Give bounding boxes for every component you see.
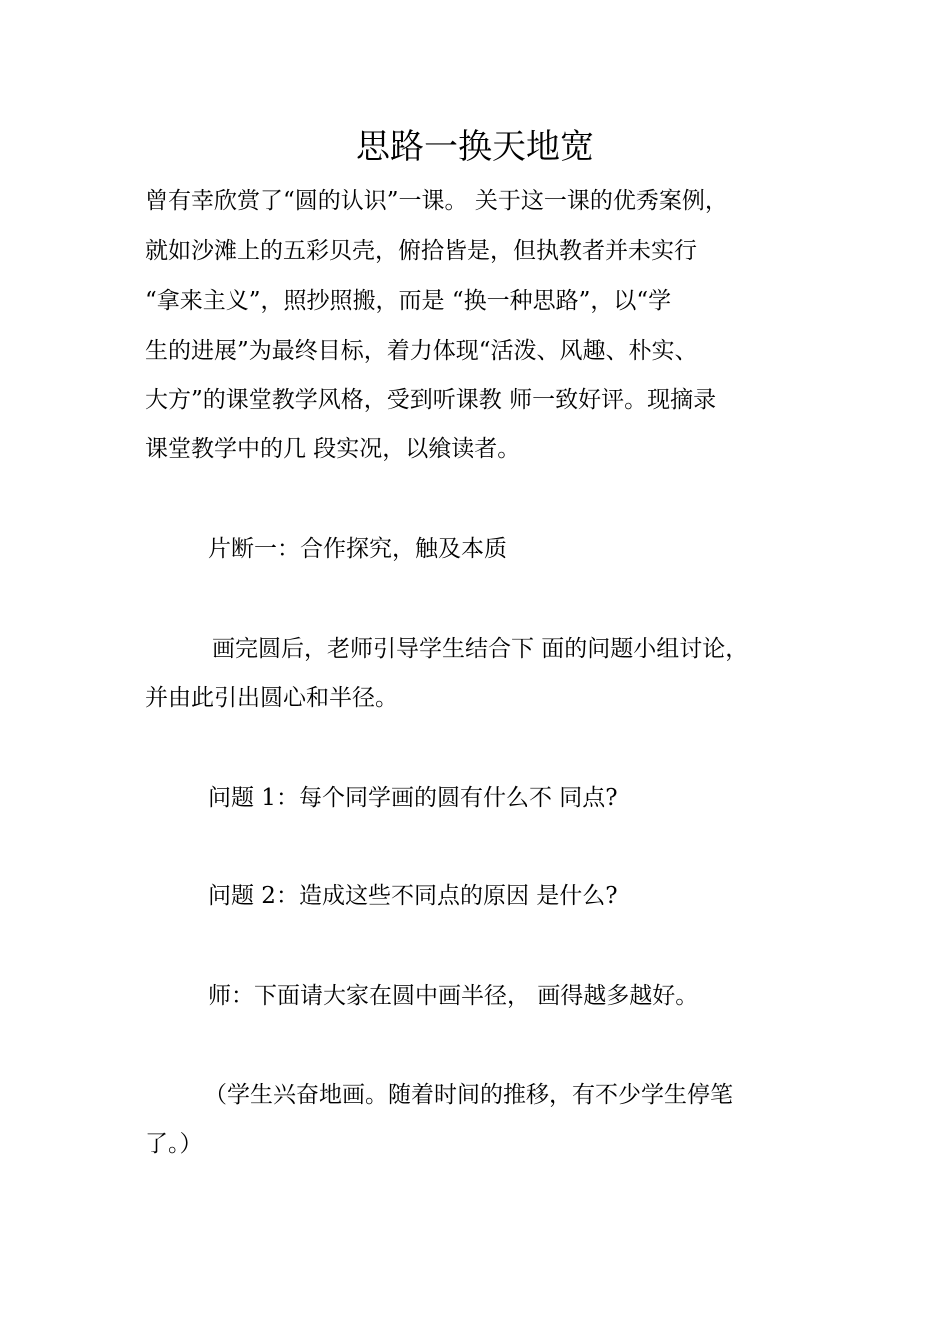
intro-line: 大方”的课堂教学风格，受到听课教 师一致好评。现摘录 xyxy=(145,387,717,413)
paragraph-line: 并由此引出圆心和半径。 xyxy=(145,685,398,711)
paragraph-line: 了。） xyxy=(145,1131,203,1157)
question-2: 问题 2：造成这些不同点的原因 是什么? xyxy=(208,883,618,909)
question-1: 问题 1：每个同学画的圆有什么不 同点? xyxy=(208,785,618,811)
intro-line: 就如沙滩上的五彩贝壳，俯拾皆是，但执教者并未实行 xyxy=(145,238,697,264)
paragraph-line: 画完圆后，老师引导学生结合下 面的问题小组讨论， xyxy=(212,636,749,662)
section-heading: 片断一：合作探究，触及本质 xyxy=(208,536,507,562)
intro-line: “拿来主义”，照抄照搬，而是 “换一种思路”，以“学 xyxy=(145,288,672,314)
intro-line: 曾有幸欣赏了“圆的认识”一课。 关于这一课的优秀案例， xyxy=(145,188,728,214)
intro-line: 生的进展”为最终目标，着力体现“活泼、风趣、朴实、 xyxy=(145,338,698,364)
intro-line: 课堂教学中的几 段实况，以飨读者。 xyxy=(145,436,521,462)
paragraph-line: （学生兴奋地画。随着时间的推移，有不少学生停笔 xyxy=(204,1082,733,1108)
teacher-line: 师：下面请大家在圆中画半径， 画得越多越好。 xyxy=(208,983,699,1009)
document-title: 思路一换天地宽 xyxy=(356,127,594,167)
